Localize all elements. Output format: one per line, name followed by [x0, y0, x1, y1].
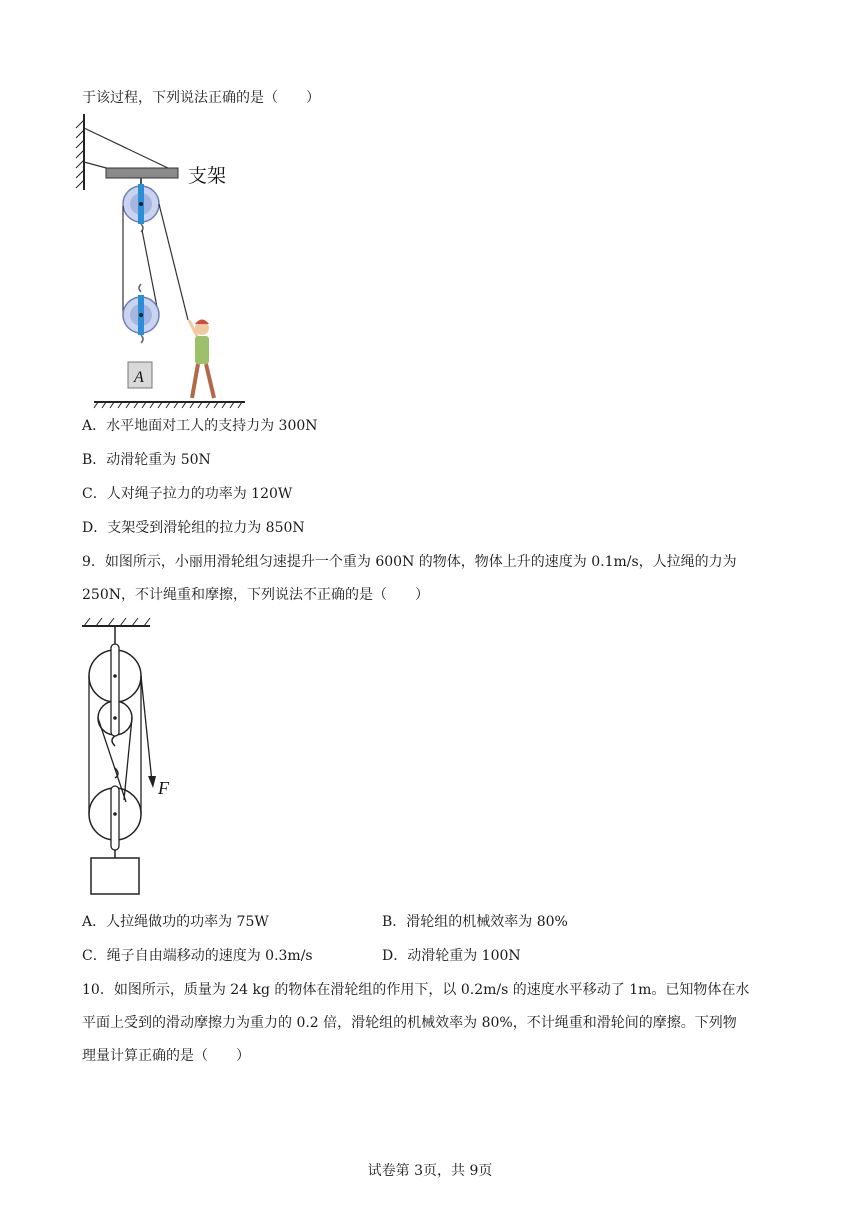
- q8-option-a: A．水平地面对工人的支持力为 300N: [82, 418, 318, 434]
- q9-stem-line1: 9．如图所示，小丽用滑轮组匀速提升一个重为 600N 的物体，物体上升的速度为 0.1m/s，人拉绳的力为: [82, 554, 737, 570]
- q10-stem-line2: 平面上受到的滑动摩擦力为重力的 0.2 倍，滑轮组的机械效率为 80%，不计绳重和滑轮间的摩擦。下列物: [82, 1015, 737, 1031]
- q9-stem-line2: 250N，不计绳重和摩擦，下列说法不正确的是（ ）: [82, 587, 429, 603]
- page-footer: 试卷第 3页，共 9页: [367, 1163, 493, 1179]
- q8-stem-tail: 于该过程，下列说法正确的是（ ）: [82, 90, 320, 106]
- support-label: 支架: [188, 166, 227, 187]
- q10-stem-line1: 10．如图所示，质量为 24 kg 的物体在滑轮组的作用下，以 0.2m/s 的速度水平移动了 1m。已知物体在水: [82, 982, 750, 998]
- q10-stem-line3: 理量计算正确的是（ ）: [82, 1048, 250, 1064]
- q8-pulley-figure: [70, 112, 270, 412]
- weight-label: A: [134, 369, 144, 386]
- q9-option-a: A．人拉绳做功的功率为 75W: [82, 914, 269, 930]
- q9-pulley-figure: [78, 616, 178, 900]
- q9-option-b: B．滑轮组的机械效率为 80%: [382, 914, 568, 930]
- q9-option-c: C．绳子自由端移动的速度为 0.3m/s: [82, 948, 313, 964]
- q8-option-d: D．支架受到滑轮组的拉力为 850N: [82, 520, 305, 536]
- q9-option-d: D．动滑轮重为 100N: [382, 948, 521, 964]
- force-label: F: [158, 778, 169, 798]
- q8-option-b: B．动滑轮重为 50N: [82, 452, 211, 468]
- q8-option-c: C．人对绳子拉力的功率为 120W: [82, 486, 293, 502]
